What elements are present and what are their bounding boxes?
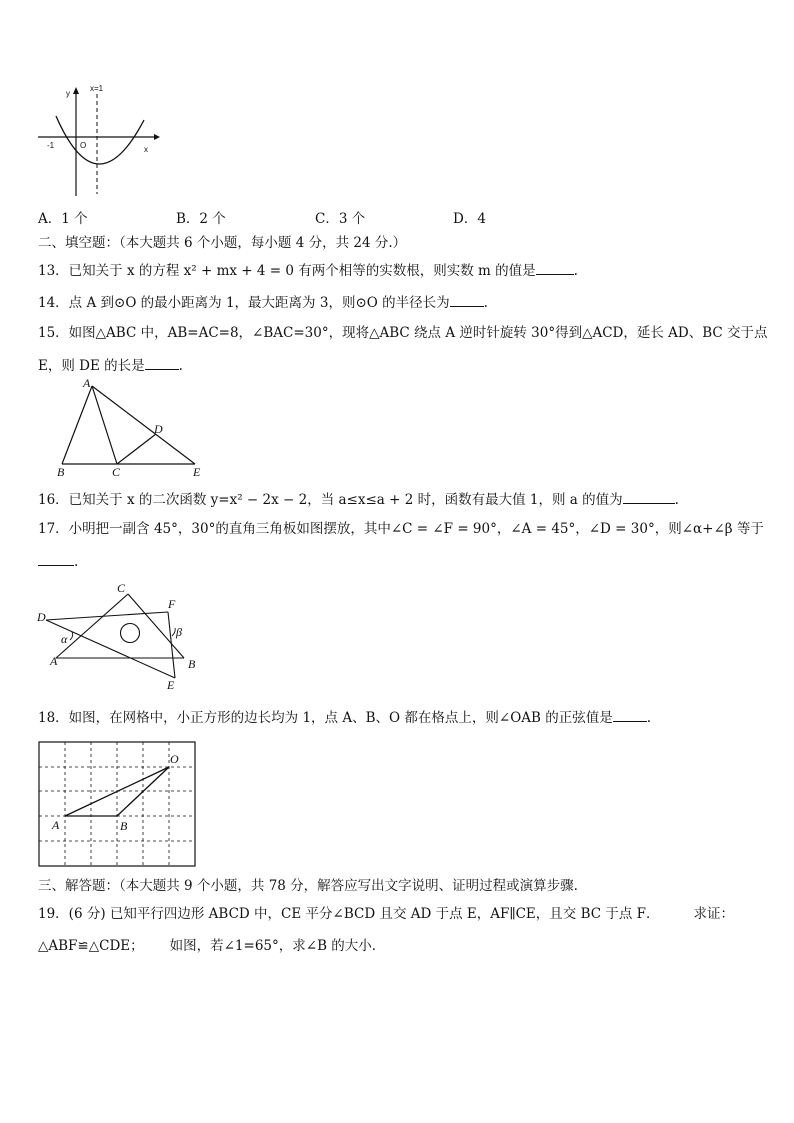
minus-one-label: -1: [47, 141, 55, 150]
q18-end: .: [646, 710, 652, 726]
q16-text: 16．已知关于 x 的二次函数 y=x² − 2x − 2，当 a≤x≤a + 2 时，函数有最大值 1，则 a 的值为: [38, 492, 623, 508]
question-15-line2: [38, 355, 183, 375]
segment-cd: [117, 434, 156, 464]
label-o: O: [170, 752, 179, 766]
question-17-line1: 17．小明把一副含 45°，30°的直角三角板如图摆放，其中∠C = ∠F = 90°，∠A = 45°，∠D = 30°，则∠α+∠β 等于: [38, 521, 764, 537]
parabola-curve: [56, 116, 144, 164]
q19-line1-text: 19．(6 分) 已知平行四边形 ABCD 中，CE 平分∠BCD 且交 AD 于点 E，AF∥CE，且交 BC 于点 F．: [38, 906, 660, 922]
question-17-line2: [38, 551, 78, 571]
q15-blank: [145, 355, 179, 370]
parabola-figure: [36, 82, 160, 200]
q19-line2b: 如图，若∠1=65°，求∠B 的大小．: [169, 938, 386, 954]
label-d: D: [37, 610, 46, 624]
q17-triangles-figure: [34, 578, 204, 694]
option-c: C．3 个: [315, 211, 366, 227]
seg-a-c: [56, 594, 128, 658]
label-alpha: α: [61, 632, 68, 646]
label-a: A: [83, 376, 91, 390]
beta-arc: [172, 628, 175, 636]
q16-end: .: [674, 492, 679, 508]
axis-line-label: x=1: [90, 84, 104, 93]
q13-end: .: [573, 263, 578, 279]
section3-heading: 三、解答题：（本大题共 9 个小题，共 78 分，解答应写出文字说明、证明过程或演算步骤.: [38, 878, 578, 894]
triangle-hole: [121, 624, 140, 643]
label-c: C: [117, 581, 126, 595]
label-beta: β: [176, 625, 182, 639]
q18-text: 18．如图，在网格中，小正方形的边长均为 1，点 A、B、O 都在格点上，则∠OAB 的正弦值是: [38, 710, 613, 726]
q17-blank: [38, 551, 74, 566]
label-a: A: [52, 818, 60, 832]
label-b: B: [57, 465, 65, 479]
label-f: F: [168, 597, 176, 611]
label-e: E: [167, 678, 175, 692]
y-axis-arrow: [73, 87, 79, 94]
option-a: A．1 个: [38, 211, 88, 227]
origin-label: O: [80, 141, 87, 150]
option-b: B．2 个: [176, 211, 226, 227]
segment-ae: [92, 386, 195, 464]
label-c: C: [112, 465, 121, 479]
q14-text: 14．点 A 到⊙O 的最小距离为 1，最大距离为 3，则⊙O 的半径长为: [38, 295, 450, 311]
seg-f-e: [168, 612, 175, 678]
q18-grid-figure: [38, 740, 198, 868]
segment-ab: [62, 386, 92, 464]
option-d: D．4: [453, 211, 486, 227]
label-a: A: [50, 654, 58, 668]
label-b: B: [120, 819, 128, 833]
question-14: [38, 292, 488, 312]
section2-heading: 二、填空题：（本大题共 6 个小题，每小题 4 分，共 24 分.）: [38, 235, 407, 251]
label-d: D: [154, 422, 163, 436]
question-13: [38, 260, 578, 280]
q13-text: 13．已知关于 x 的方程 x² + mx + 4 = 0 有两个相等的实数根，则实数 m 的值是: [38, 263, 536, 279]
question-19-line2: [38, 937, 385, 955]
q16-blank: [623, 489, 675, 504]
label-b: B: [188, 657, 196, 671]
x-axis-arrow: [154, 134, 160, 140]
q19-line2a: △ABF≌△CDE；: [38, 938, 144, 954]
q17-end: .: [74, 554, 79, 570]
question-15-line1: 15．如图△ABC 中，AB=AC=8，∠BAC=30°，现将△ABC 绕点 A 逆时针旋转 30°得到△ACD，延长 AD、BC 交于点: [38, 325, 768, 341]
q14-blank: [450, 292, 484, 307]
alpha-arc: [70, 632, 73, 640]
q15-line2-text: E，则 DE 的长是: [38, 358, 145, 374]
x-label: x: [144, 145, 148, 154]
question-16: [38, 489, 679, 509]
label-e: E: [193, 465, 201, 479]
q19-prove: 求证：: [693, 906, 735, 922]
segment-ac: [92, 386, 117, 464]
q18-blank: [613, 707, 647, 722]
question-19-line1: [38, 905, 734, 923]
q15-triangle-figure: [52, 376, 212, 480]
y-label: y: [66, 89, 70, 98]
q13-blank: [536, 260, 574, 275]
q15-end: .: [178, 358, 183, 374]
q14-end: .: [483, 295, 488, 311]
question-18: [38, 707, 651, 727]
